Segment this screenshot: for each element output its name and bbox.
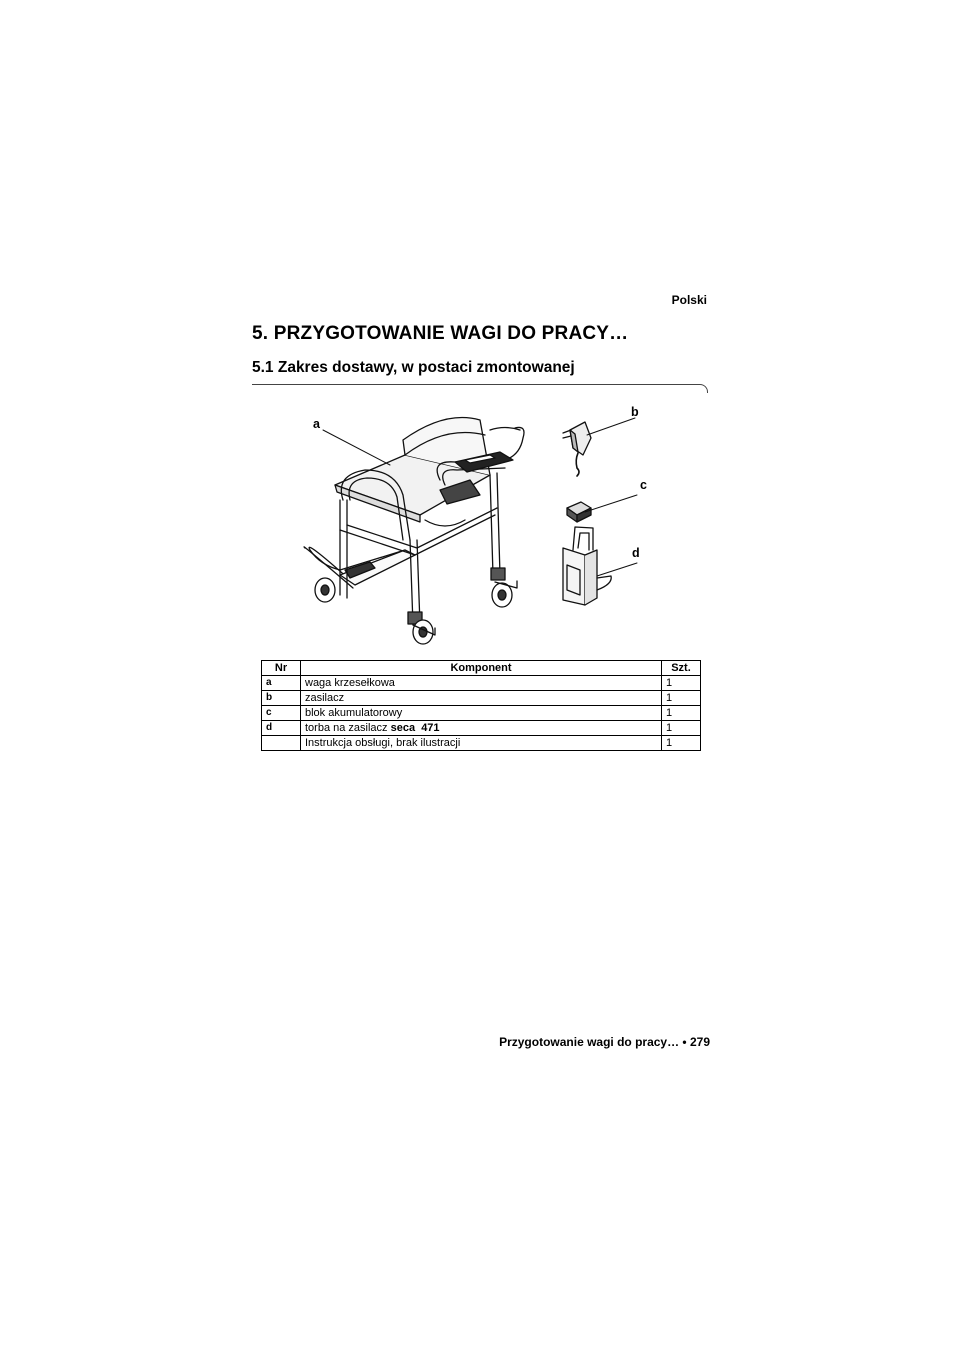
table-header-row xyxy=(262,661,701,676)
page-footer: Przygotowanie wagi do pracy… • 279 xyxy=(499,1035,710,1049)
table-row xyxy=(262,676,701,691)
row-qty: 1 xyxy=(662,706,701,721)
row-nr: d xyxy=(262,721,301,736)
row-qty: 1 xyxy=(662,676,701,691)
row-component xyxy=(301,721,662,736)
row-component: waga krzesełkowa xyxy=(301,676,662,691)
callout-d: d xyxy=(632,546,640,560)
row-component-text: torba na zasilacz xyxy=(305,722,391,734)
table-row xyxy=(262,736,701,751)
power-supply-drawing xyxy=(563,418,635,476)
row-nr: b xyxy=(262,691,301,706)
table-row xyxy=(262,721,701,736)
table-row xyxy=(262,706,701,721)
section-rule xyxy=(252,384,700,385)
section-rule-corner xyxy=(699,384,708,393)
callout-c: c xyxy=(640,478,647,492)
product-model: seca 471 xyxy=(390,722,440,734)
table-row xyxy=(262,691,701,706)
row-qty: 1 xyxy=(662,691,701,706)
delivery-illustration xyxy=(295,400,655,655)
row-nr: a xyxy=(262,676,301,691)
row-nr xyxy=(262,736,301,751)
row-qty: 1 xyxy=(662,736,701,751)
section-title: 5. PRZYGOTOWANIE WAGI DO PRACY… xyxy=(252,323,629,344)
row-component: blok akumulatorowy xyxy=(301,706,662,721)
subsection-title: 5.1 Zakres dostawy, w postaci zmontowanej xyxy=(252,359,575,376)
delivery-table xyxy=(261,660,701,751)
row-component: zasilacz xyxy=(301,691,662,706)
callout-a: a xyxy=(313,417,320,431)
callout-b: b xyxy=(631,405,639,419)
battery-pack-drawing xyxy=(567,495,637,522)
power-supply-bag-drawing xyxy=(563,527,637,605)
chair-scale-drawing xyxy=(304,418,524,645)
header-component: Komponent xyxy=(301,661,662,676)
row-component: Instrukcja obsługi, brak ilustracji xyxy=(301,736,662,751)
language-label: Polski xyxy=(671,293,707,307)
header-nr: Nr xyxy=(262,661,301,676)
row-nr: c xyxy=(262,706,301,721)
header-qty: Szt. xyxy=(662,661,701,676)
row-qty: 1 xyxy=(662,721,701,736)
